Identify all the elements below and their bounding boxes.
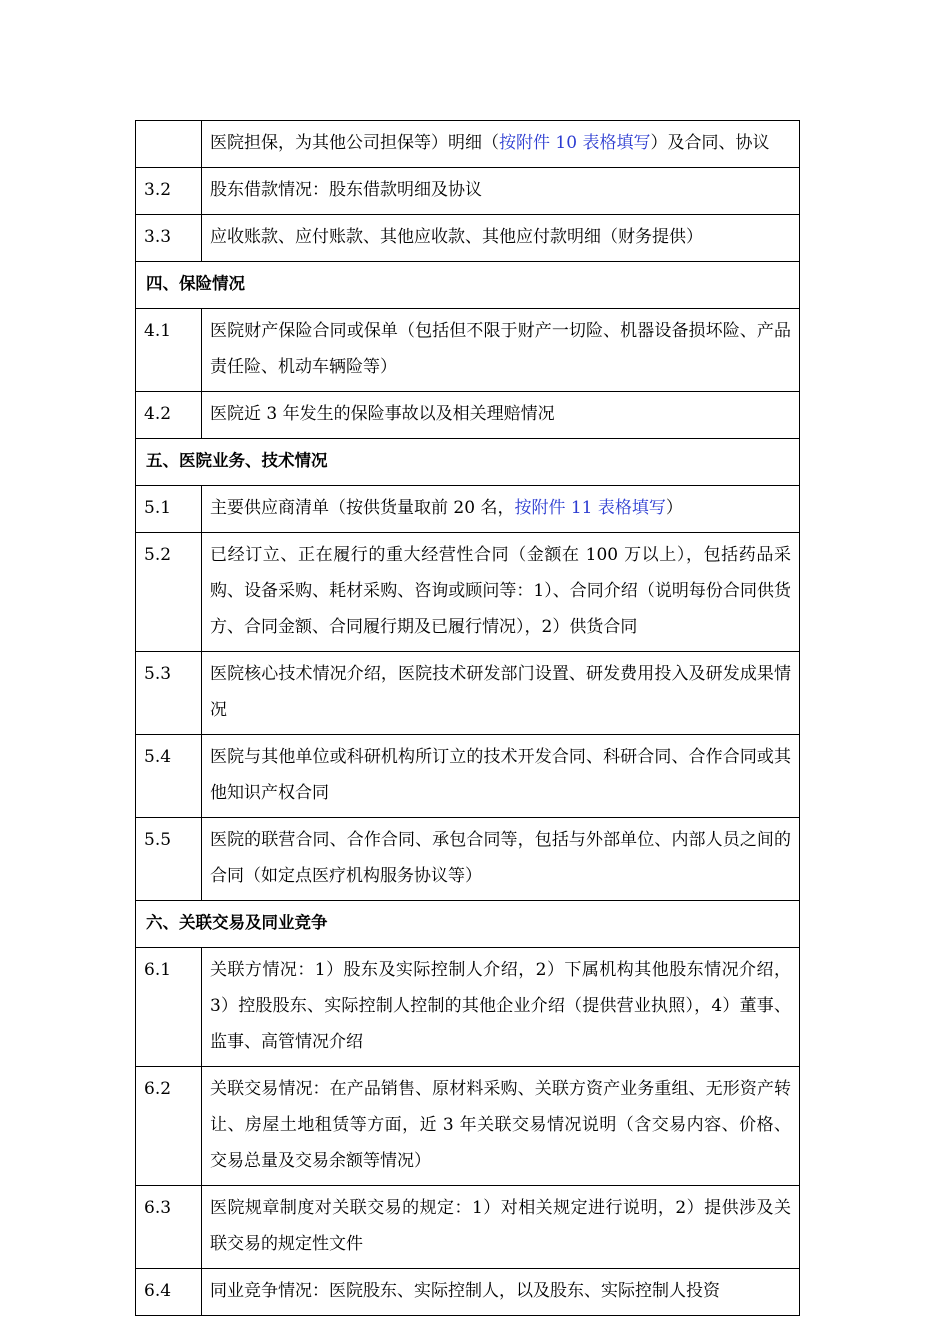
item-description xyxy=(202,392,800,439)
section-title: 四、保险情况 xyxy=(136,262,800,309)
item-number: 6.1 xyxy=(136,948,202,1067)
section-title: 六、关联交易及同业竞争 xyxy=(136,901,800,948)
attachment-reference: 按附件 11 表格填写 xyxy=(514,498,666,518)
description-text: ） xyxy=(665,498,683,518)
description-text: 股东借款情况：股东借款明细及协议 xyxy=(210,180,482,200)
table-row xyxy=(136,1067,800,1186)
description-text: 医院担保，为其他公司担保等）明细（ xyxy=(210,133,499,153)
description-text: 同业竞争情况：医院股东、实际控制人，以及股东、实际控制人投资 xyxy=(210,1281,720,1301)
table-row xyxy=(136,1186,800,1269)
table-row xyxy=(136,168,800,215)
description-text: 医院的联营合同、合作合同、承包合同等，包括与外部单位、内部人员之间的合同（如定点医疗机构服务协议等） xyxy=(210,830,791,886)
item-number xyxy=(136,121,202,168)
item-number: 5.2 xyxy=(136,533,202,652)
table-row xyxy=(136,392,800,439)
description-text: 应收账款、应付账款、其他应收款、其他应付款明细（财务提供） xyxy=(210,227,703,247)
description-text: ）及合同、协议 xyxy=(650,133,770,153)
table-row xyxy=(136,948,800,1067)
item-number: 3.3 xyxy=(136,215,202,262)
section-header-row xyxy=(136,901,800,948)
item-description xyxy=(202,533,800,652)
table-row xyxy=(136,215,800,262)
item-description xyxy=(202,735,800,818)
table-row xyxy=(136,121,800,168)
item-description xyxy=(202,215,800,262)
description-text: 医院近 3 年发生的保险事故以及相关理赔情况 xyxy=(210,404,555,424)
section-header-row xyxy=(136,439,800,486)
table-row xyxy=(136,486,800,533)
item-number: 4.1 xyxy=(136,309,202,392)
item-description xyxy=(202,309,800,392)
item-number: 5.4 xyxy=(136,735,202,818)
table-row xyxy=(136,818,800,901)
item-number: 5.5 xyxy=(136,818,202,901)
table-row xyxy=(136,1269,800,1316)
item-description xyxy=(202,121,800,168)
document-table xyxy=(135,120,800,1316)
item-number: 3.2 xyxy=(136,168,202,215)
description-text: 医院财产保险合同或保单（包括但不限于财产一切险、机器设备损坏险、产品责任险、机动车辆险等） xyxy=(210,321,791,377)
item-description xyxy=(202,818,800,901)
description-text: 已经订立、正在履行的重大经营性合同（金额在 100 万以上），包括药品采购、设备采购、耗材采购、咨询或顾问等：1）、合同介绍（说明每份合同供货方、合同金额、合同履行期及已履行情况），2）供货合同 xyxy=(210,545,791,637)
item-description xyxy=(202,948,800,1067)
description-text: 关联交易情况：在产品销售、原材料采购、关联方资产业务重组、无形资产转让、房屋土地租赁等方面，近 3 年关联交易情况说明（含交易内容、价格、交易总量及交易余额等情况） xyxy=(210,1079,791,1171)
item-description xyxy=(202,652,800,735)
item-description xyxy=(202,168,800,215)
item-number: 6.4 xyxy=(136,1269,202,1316)
item-description xyxy=(202,1186,800,1269)
table-row xyxy=(136,735,800,818)
table-row xyxy=(136,533,800,652)
description-text: 医院规章制度对关联交易的规定：1）对相关规定进行说明，2）提供涉及关联交易的规定性文件 xyxy=(210,1198,791,1254)
table-row xyxy=(136,309,800,392)
item-number: 5.1 xyxy=(136,486,202,533)
item-number: 6.2 xyxy=(136,1067,202,1186)
item-description xyxy=(202,486,800,533)
description-text: 医院核心技术情况介绍，医院技术研发部门设置、研发费用投入及研发成果情况 xyxy=(210,664,791,720)
section-header-row xyxy=(136,262,800,309)
item-number: 6.3 xyxy=(136,1186,202,1269)
item-description xyxy=(202,1269,800,1316)
item-description xyxy=(202,1067,800,1186)
table-row xyxy=(136,652,800,735)
description-text: 医院与其他单位或科研机构所订立的技术开发合同、科研合同、合作合同或其他知识产权合同 xyxy=(210,747,791,803)
attachment-reference: 按附件 10 表格填写 xyxy=(499,133,651,153)
document-table-body xyxy=(136,121,800,1316)
description-text: 关联方情况：1）股东及实际控制人介绍，2）下属机构其他股东情况介绍，3）控股股东、实际控制人控制的其他企业介绍（提供营业执照），4）董事、监事、高管情况介绍 xyxy=(210,960,791,1052)
section-title: 五、医院业务、技术情况 xyxy=(136,439,800,486)
item-number: 4.2 xyxy=(136,392,202,439)
item-number: 5.3 xyxy=(136,652,202,735)
description-text: 主要供应商清单（按供货量取前 20 名， xyxy=(210,498,515,518)
